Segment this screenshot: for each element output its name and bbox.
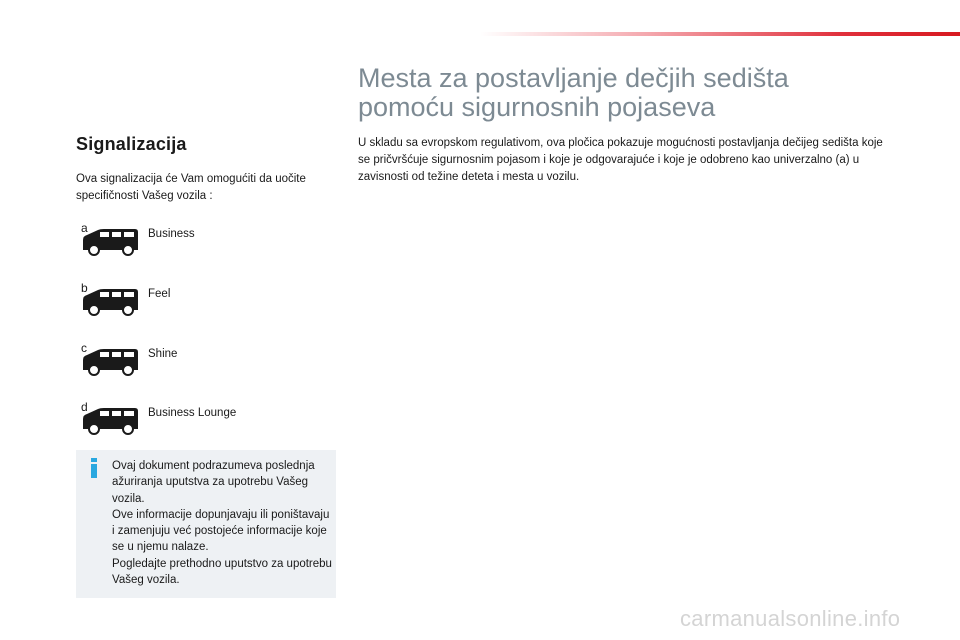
variant-label: Business <box>148 228 195 240</box>
van-icon <box>80 342 140 378</box>
variant-business <box>80 222 340 262</box>
info-paragraph: Ovaj dokument podrazumeva poslednja ažuriranja uputstva za upotrebu Vašeg vozila. <box>112 460 315 505</box>
van-icon <box>80 401 140 437</box>
info-paragraph: Ove informacije dopunjavaju ili poništavaju i zamenjuju već postojeće informacije koje se u njemu nalaze. <box>112 508 330 554</box>
variant-business-lounge <box>80 401 340 441</box>
variant-feel <box>80 282 340 322</box>
intro-text: Ova signalizacija će Vam omogućiti da uočite specifičnosti Vašeg vozila : <box>76 173 306 202</box>
info-paragraph: Pogledajte prethodno uputstvo za upotrebu Vašeg vozila. <box>112 557 332 587</box>
van-icon <box>80 282 140 318</box>
info-text <box>112 458 334 588</box>
svg-text:b: b <box>81 282 88 295</box>
svg-text:a: a <box>81 222 88 235</box>
variant-label: Feel <box>148 288 171 300</box>
section-title: Signalizacija <box>76 134 187 154</box>
body-text: U skladu sa evropskom regulativom, ova pločica pokazuje mogućnosti postavljanja dečijeg sedišta koje se pričvršćuje sigurnosnim pojasom i koje je odgovarajuće i koje je odobreno kao univerzalno (a) u zavisnosti od težine deteta i mesta u vozilu. <box>358 137 883 183</box>
page-title <box>358 64 918 122</box>
variant-label: Business Lounge <box>148 407 237 419</box>
page-title-line: pomoću sigurnosnih pojaseva <box>358 92 716 122</box>
info-box <box>76 450 336 598</box>
watermark: carmanualsonline.info <box>680 606 901 631</box>
variant-label: Shine <box>148 348 178 360</box>
page-title-line: Mesta za postavljanje dečjih sedišta <box>358 63 789 93</box>
header-accent-bar <box>480 32 960 36</box>
svg-text:d: d <box>81 401 88 414</box>
svg-text:c: c <box>81 342 87 355</box>
info-icon <box>88 458 100 478</box>
van-icon <box>80 222 140 258</box>
variant-shine <box>80 342 340 382</box>
